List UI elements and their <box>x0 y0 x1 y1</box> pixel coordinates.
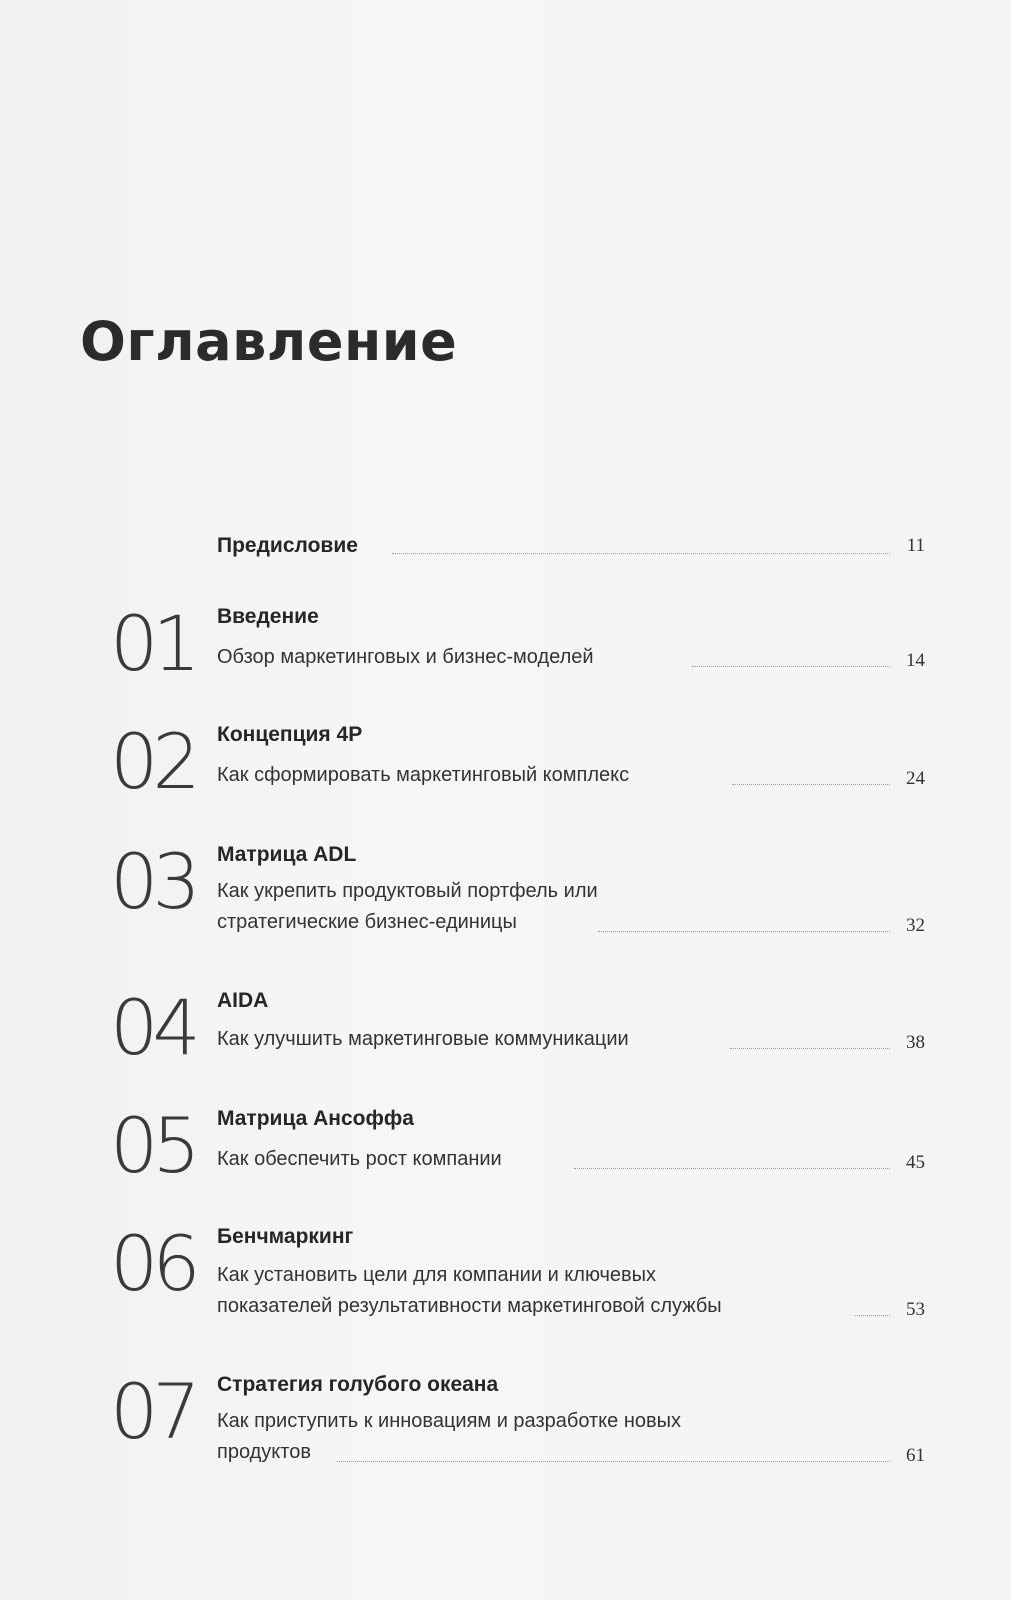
chapter-subtitle: Обзор маркетинговых и бизнес-моделей <box>217 646 594 668</box>
page-number: 45 <box>906 1152 925 1173</box>
page-number: 38 <box>906 1032 925 1053</box>
page-number: 32 <box>906 915 925 936</box>
leader-dots <box>855 1315 890 1316</box>
chapter-number: 07 <box>110 1367 195 1456</box>
page-number: 14 <box>906 650 925 671</box>
chapter-subtitle-line-1: Как установить цели для компании и ключевых <box>217 1264 657 1286</box>
chapter-title: Матрица Ансоффа <box>217 1107 414 1130</box>
leader-dots <box>392 553 890 554</box>
chapter-subtitle-line-1: Как приступить к инновациям и разработке новых <box>217 1410 681 1432</box>
chapter-subtitle: Как сформировать маркетинговый комплекс <box>217 764 630 786</box>
preface-label: Предисловие <box>217 534 358 557</box>
leader-dots <box>692 666 890 667</box>
chapter-title: Стратегия голубого океана <box>217 1373 499 1396</box>
chapter-subtitle-line-1: Как укрепить продуктовый портфель или <box>217 880 598 902</box>
chapter-subtitle: Как обеспечить рост компании <box>217 1148 502 1170</box>
page-number: 11 <box>906 535 925 556</box>
leader-dots <box>574 1168 890 1169</box>
page-number: 24 <box>906 768 925 789</box>
chapter-title: Концепция 4P <box>217 723 363 746</box>
page-number: 61 <box>906 1445 925 1466</box>
leader-dots <box>598 931 890 932</box>
chapter-subtitle-line-2: продуктов <box>217 1441 311 1463</box>
chapter-subtitle-line-2: показателей результативности маркетинговой службы <box>217 1295 722 1317</box>
chapter-number: 03 <box>110 837 195 926</box>
chapter-subtitle: Как улучшить маркетинговые коммуникации <box>217 1028 629 1050</box>
chapter-number: 05 <box>110 1101 195 1190</box>
chapter-number: 02 <box>110 717 195 806</box>
page-title: Оглавление <box>80 310 458 373</box>
chapter-title: Матрица ADL <box>217 843 357 866</box>
chapter-title: Бенчмаркинг <box>217 1225 354 1248</box>
leader-dots <box>337 1461 890 1462</box>
leader-dots <box>730 1048 890 1049</box>
chapter-number: 01 <box>110 599 195 688</box>
leader-dots <box>732 784 890 785</box>
chapter-number: 06 <box>110 1219 195 1308</box>
chapter-title: Введение <box>217 605 319 628</box>
chapter-subtitle-line-2: стратегические бизнес-единицы <box>217 911 517 933</box>
chapter-title: AIDA <box>217 989 269 1012</box>
page-number: 53 <box>906 1299 925 1320</box>
chapter-number: 04 <box>110 983 195 1072</box>
